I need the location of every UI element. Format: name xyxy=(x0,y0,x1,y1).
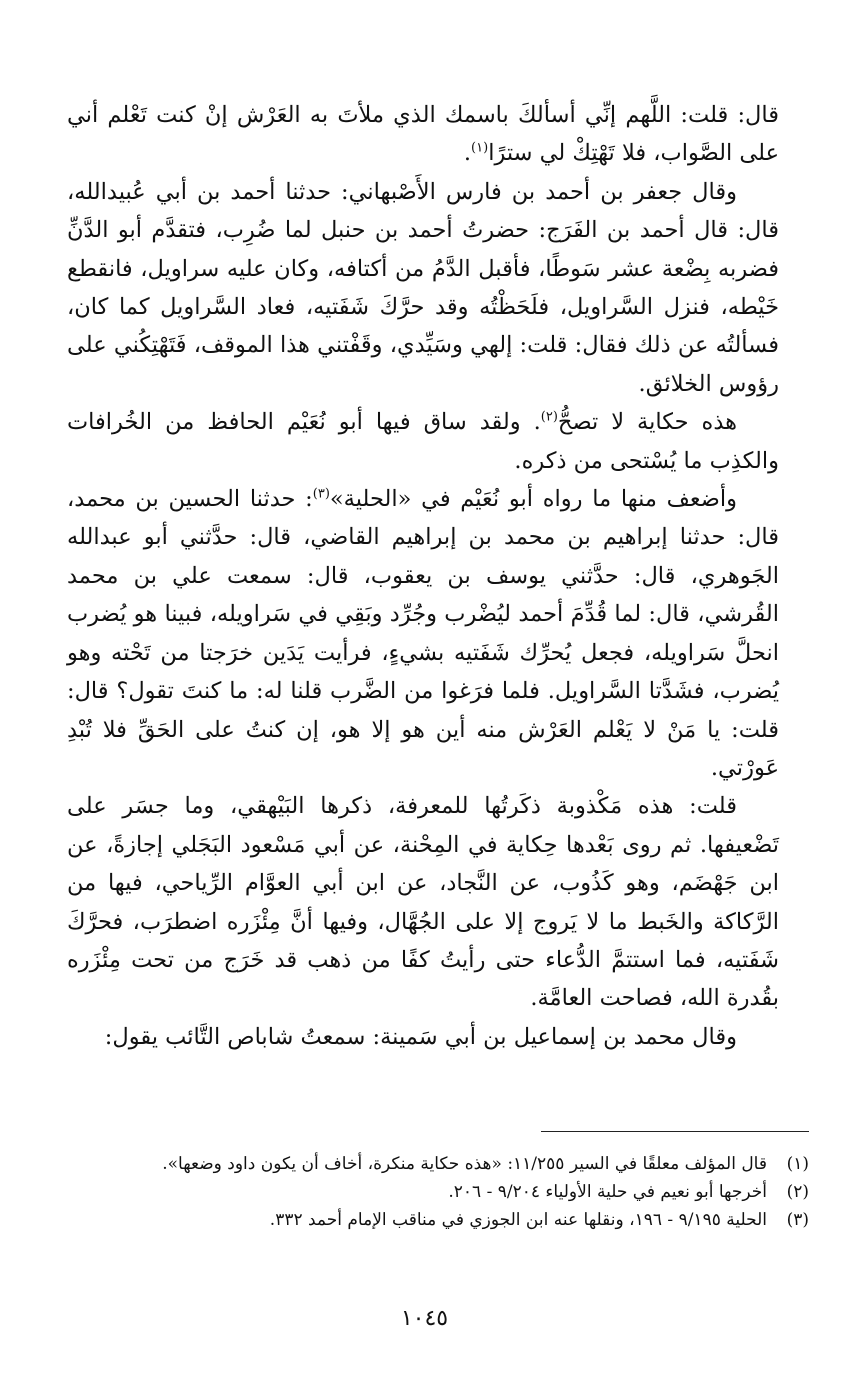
footnote-1 xyxy=(67,1150,809,1178)
main-text-body xyxy=(67,96,779,1056)
footnote-1-text: قال المؤلف معلقًا في السير ١١/٢٥٥: «هذه حكاية منكرة، أخاف أن يكون داود وضعها». xyxy=(162,1154,767,1174)
paragraph-3 xyxy=(67,403,779,480)
footnote-3 xyxy=(67,1206,809,1234)
footnote-3-text: الحلية ٩/١٩٥ - ١٩٦، ونقلها عنه ابن الجوزي في مناقب الإمام أحمد ٣٣٢. xyxy=(269,1210,767,1230)
paragraph-1-text: قال: قلت: اللَّهم إنِّي أسألكَ باسمك الذي ملأتَ به العَرْش إنْ كنت تَعْلم أني على الصَّواب، فلا تَهْتِكْ لي سترًا xyxy=(67,102,779,167)
paragraph-4-tail: : حدثنا الحسين بن محمد، قال: حدثنا إبراهيم بن محمد بن إبراهيم القاضي، قال: حدَّثني أبو عبدالله الجَوهري، قال: حدَّثني يوسف بن يعقوب، قال: سمعت علي بن محمد القُرشي، قال: لما قُدِّمَ أحمد ليُضْرب وجُرِّد وبَقِي في سَراويله، فبينا هو يُضرب انحلَّ سَراويله، فجعل يُحرِّك شَفَتيه بشيءٍ، فرأيت يَدَين خرَجتا من تَحْته وهو يُضرب، فشَدَّتا السَّراويل. فلما فرَغوا من الضَّرب قلنا له: ما كنتَ تقول؟ قال: قلت: يا مَنْ لا يَعْلم العَرْش منه أين هو إلا هو، إن كنتُ على الحَقِّ فلا تُبْدِ عَورْتي. xyxy=(67,486,779,781)
paragraph-1-tail: . xyxy=(463,140,472,167)
paragraph-5-text: قلت: هذه مَكْذوبة ذكَرتُها للمعرفة، ذكرها البَيْهقي، وما جسَر على تَضْعيفها. ثم روى بَعْدها حِكاية في المِحْنة، عن أبي مَسْعود البَجَلي إجازةً، عن ابن جَهْضَم، وهو كَذُوب، عن النَّجاد، عن ابن أبي العوَّام الرِّياحي، فيها من الرَّكاكة والخَبط ما لا يَروج إلا على الجُهَّال، وفيها أنَّ مِئْزَره اضطرَب، فحرَّكَ شَفَتيه، فما استتمَّ الدُّعاء حتى رأيتُ كفًا من ذهب قد خَرَج من تحت مِئْزَره بقُدرة الله، فصاحت العامَّة. xyxy=(67,793,779,1012)
footnotes xyxy=(67,1150,809,1234)
footnote-2-number: (٢) xyxy=(786,1182,809,1202)
paragraph-3-tail: . ولقد ساق فيها أبو نُعَيْم الحافظ من الخُرافات والكذِب ما يُسْتحى من ذكره. xyxy=(67,409,779,474)
page-number: ١٠٤٥ xyxy=(400,1306,449,1331)
paragraph-2-text: وقال جعفر بن أحمد بن فارس الأَصْبهاني: حدثنا أحمد بن أبي عُبيدالله، قال: قال أحمد بن الفَرَج: حضرتُ أحمد بن حنبل لما ضُرِب، فتقدَّم أبو الدَّنِّ فضربه بِضْعة عشر سَوطًا، فأقبل الدَّمُ من أكتافه، وكان عليه سراويل، فانقطع خَيْطه، فنزل السَّراويل، فلَحَظْتُه وقد حرَّكَ شَفَتيه، فعاد السَّراويل كما كان، فسألتُه عن ذلك فقال: قلت: إلهي وسَيِّدي، وقَفْتني هذا الموقف، فَتَهْتِكُني على رؤوس الخلائق. xyxy=(67,178,779,397)
paragraph-6-text: وقال محمد بن إسماعيل بن أبي سَمينة: سمعتُ شاباص التَّائب يقول: xyxy=(104,1023,737,1050)
footnote-ref-3: (٣) xyxy=(312,486,330,502)
footnote-2-text: أخرجها أبو نعيم في حلية الأولياء ٩/٢٠٤ - ٢٠٦. xyxy=(448,1182,767,1202)
footnote-1-number: (١) xyxy=(786,1154,809,1174)
footnote-divider xyxy=(541,1131,809,1132)
paragraph-3-text: هذه حكاية لا تصحُّ xyxy=(557,409,737,436)
footnote-2 xyxy=(67,1178,809,1206)
footnote-ref-1: (١) xyxy=(471,140,489,156)
paragraph-4-text: وأضعف منها ما رواه أبو نُعَيْم في «الحلية» xyxy=(329,486,738,513)
footnote-3-number: (٣) xyxy=(786,1210,809,1230)
paragraph-2 xyxy=(67,173,779,403)
paragraph-5 xyxy=(67,787,779,1017)
footnote-ref-2: (٢) xyxy=(540,409,558,425)
paragraph-6 xyxy=(67,1018,779,1056)
paragraph-1 xyxy=(67,96,779,173)
paragraph-4 xyxy=(67,480,779,787)
